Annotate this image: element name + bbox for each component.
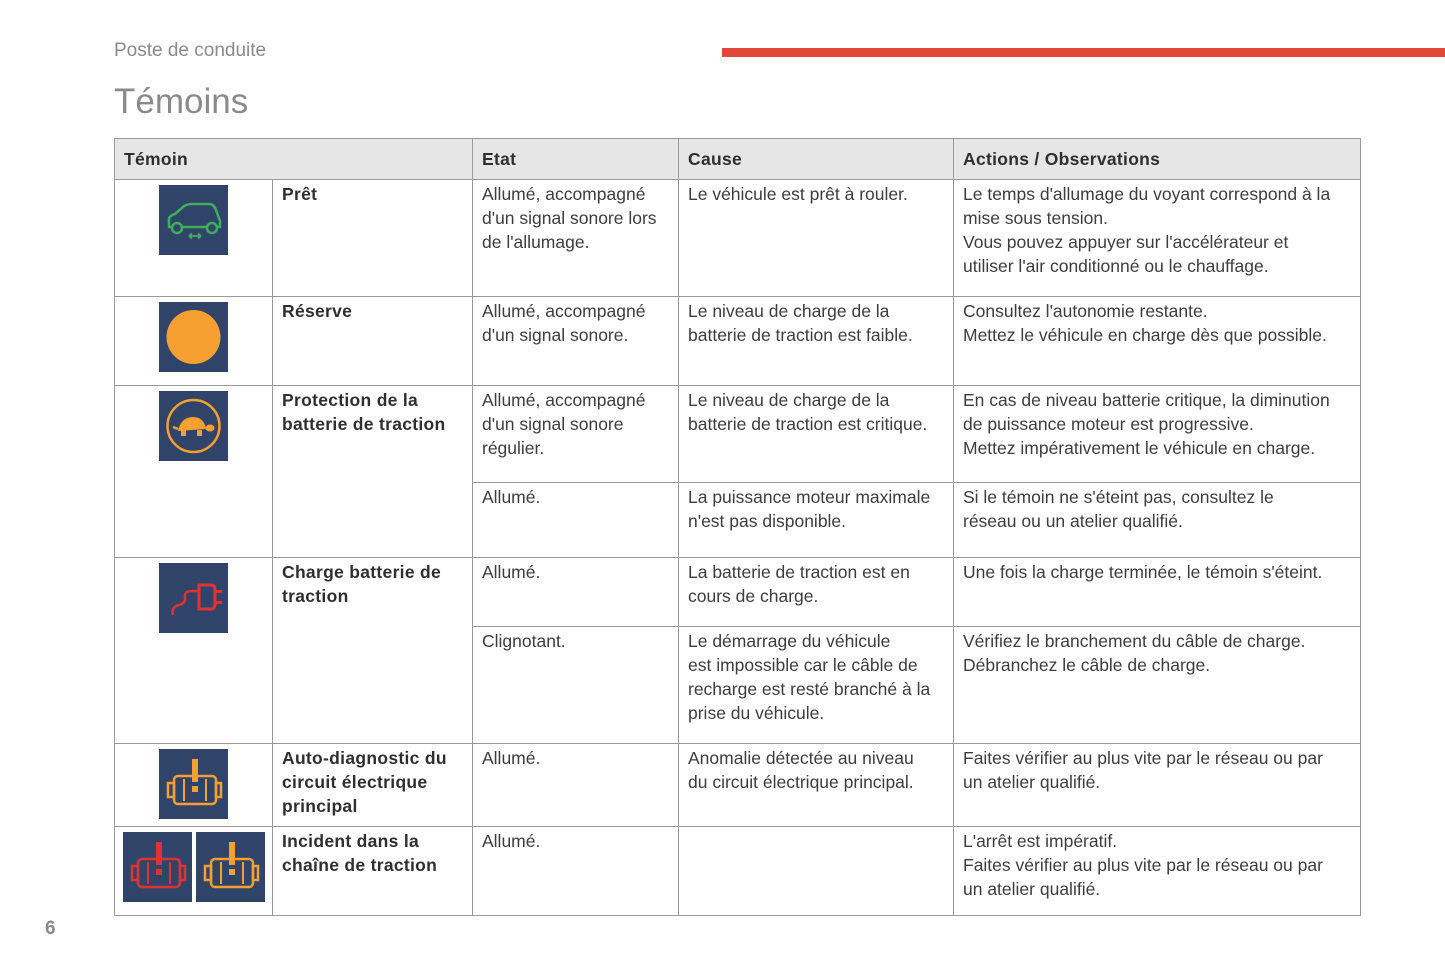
table-header-row	[115, 139, 1361, 180]
cause-cell: Le démarrage du véhicule est impossible car le câble de recharge est resté branché à la prise du véhicule.	[679, 627, 954, 744]
actions-cell: Faites vérifier au plus vite par le réseau ou par un atelier qualifié.	[954, 744, 1361, 827]
warning-name: Réserve	[273, 297, 473, 386]
actions-cell: En cas de niveau batterie critique, la diminution de puissance moteur est progressive. Mettez impérativement le véhicule en charge.	[954, 386, 1361, 483]
etat-cell: Allumé, accompagné d'un signal sonore lors de l'allumage.	[473, 180, 679, 297]
etat-cell: Allumé.	[473, 483, 679, 558]
actions-cell: Consultez l'autonomie restante. Mettez le véhicule en charge dès que possible.	[954, 297, 1361, 386]
cause-cell: Le véhicule est prêt à rouler.	[679, 180, 954, 297]
column-header-actions: Actions / Observations	[954, 139, 1361, 180]
electrical-fault-icon	[159, 749, 228, 819]
etat-cell: Allumé, accompagné d'un signal sonore régulier.	[473, 386, 679, 483]
cause-cell: Anomalie détectée au niveau du circuit électrique principal.	[679, 744, 954, 827]
cause-cell: Le niveau de charge de la batterie de traction est critique.	[679, 386, 954, 483]
warning-name: Charge batterie de traction	[273, 558, 473, 744]
warning-name: Incident dans la chaîne de traction	[273, 827, 473, 916]
column-header-etat: Etat	[473, 139, 679, 180]
actions-cell: Le temps d'allumage du voyant correspond à la mise sous tension. Vous pouvez appuyer sur l'accélérateur et utiliser l'air conditionné ou le chauffage.	[954, 180, 1361, 297]
warning-name: Auto-diagnostic du circuit électrique principal	[273, 744, 473, 827]
icon-cell	[115, 386, 273, 558]
turtle-icon	[159, 391, 228, 461]
etat-cell: Allumé.	[473, 827, 679, 916]
drivetrain-fault-orange-icon	[196, 832, 265, 902]
actions-cell: Vérifiez le branchement du câble de charge. Débranchez le câble de charge.	[954, 627, 1361, 744]
etat-cell: Allumé.	[473, 744, 679, 827]
cause-cell: La batterie de traction est en cours de charge.	[679, 558, 954, 627]
table-row	[115, 386, 1361, 483]
accent-bar	[722, 48, 1445, 57]
cause-cell: Le niveau de charge de la batterie de traction est faible.	[679, 297, 954, 386]
warning-name: Prêt	[273, 180, 473, 297]
page-title: Témoins	[114, 82, 249, 121]
warning-name: Protection de la batterie de traction	[273, 386, 473, 558]
column-header-cause: Cause	[679, 139, 954, 180]
actions-cell: Si le témoin ne s'éteint pas, consultez le réseau ou un atelier qualifié.	[954, 483, 1361, 558]
actions-cell: L'arrêt est impératif. Faites vérifier au plus vite par le réseau ou par un atelier qualifié.	[954, 827, 1361, 916]
charging-plug-icon	[159, 563, 228, 633]
cause-cell: La puissance moteur maximale n'est pas disponible.	[679, 483, 954, 558]
table-row	[115, 744, 1361, 827]
icon-cell	[115, 180, 273, 297]
table-row	[115, 827, 1361, 916]
page-number: 6	[45, 918, 56, 939]
etat-cell: Clignotant.	[473, 627, 679, 744]
actions-cell: Une fois la charge terminée, le témoin s'éteint.	[954, 558, 1361, 627]
warning-lights-table	[114, 138, 1361, 916]
etat-cell: Allumé.	[473, 558, 679, 627]
cause-cell	[679, 827, 954, 916]
section-title: Poste de conduite	[114, 40, 267, 61]
table-row	[115, 180, 1361, 297]
icon-cell	[115, 827, 273, 916]
drivetrain-fault-red-icon	[123, 832, 192, 902]
icon-cell	[115, 297, 273, 386]
etat-cell: Allumé, accompagné d'un signal sonore.	[473, 297, 679, 386]
table-row	[115, 297, 1361, 386]
reserve-circle-icon	[159, 302, 228, 372]
ready-car-icon	[159, 185, 228, 255]
column-header-temoin: Témoin	[115, 139, 473, 180]
icon-cell	[115, 744, 273, 827]
icon-cell	[115, 558, 273, 744]
table-row	[115, 558, 1361, 627]
